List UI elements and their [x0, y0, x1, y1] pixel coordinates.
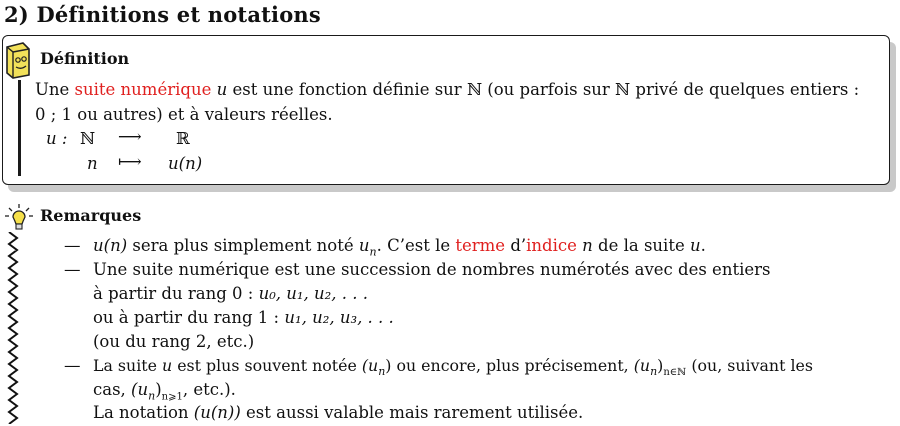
- section-title: 2) Définitions et notations: [4, 2, 321, 27]
- mapping-arrow: ⟶: [118, 127, 142, 146]
- remark-3-line-3: La notation (u(n)) est aussi valable mais rarement utilisée.: [93, 403, 584, 422]
- remark-3-line-2: cas, $(u_n)_{n⩾1}$, etc.).: [93, 380, 236, 403]
- definition-rule: [18, 80, 21, 176]
- lightbulb-icon: [4, 203, 34, 233]
- remark-2-dash: —: [64, 260, 81, 279]
- remark-1-text: u(n) sera plus simplement noté $u_n$. C’est le terme d’indice n de la suite u.: [93, 236, 706, 259]
- mapping-image: u(n): [168, 154, 203, 173]
- mapping-codomain: ℝ: [176, 129, 190, 148]
- remarks-zigzag-rule: [6, 232, 20, 424]
- mapping-variable: n: [87, 154, 98, 173]
- remark-1-dash: —: [64, 236, 81, 255]
- definition-label: Définition: [40, 49, 130, 68]
- remark-2-line-1: Une suite numérique est une succession de nombres numérotés avec des entiers: [93, 260, 771, 279]
- remark-3-line-1: La suite u est plus souvent notée $(u_n)$ ou encore, plus précisement, $(u_n)_{n\in ℕ}$ (ou, suivant les: [93, 356, 813, 379]
- definition-line-2: 0 ; 1 ou autres) et à valeurs réelles.: [35, 105, 333, 124]
- definition-line-1: Une suite numérique u est une fonction définie sur ℕ (ou parfois sur ℕ privé de quelques entiers :: [35, 80, 860, 99]
- mapping-name: u :: [46, 129, 68, 148]
- remark-2-line-4: (ou du rang 2, etc.): [93, 332, 255, 351]
- remark-2-line-2: à partir du rang 0 : u₀, u₁, u₂, . . .: [93, 284, 368, 303]
- remark-2-line-3: ou à partir du rang 1 : u₁, u₂, u₃, . . .: [93, 308, 394, 327]
- mapping-domain: ℕ: [80, 129, 96, 148]
- remarks-label: Remarques: [40, 206, 142, 225]
- mapping-maps-to-arrow: ⟼: [118, 152, 142, 171]
- remark-3-dash: —: [64, 356, 81, 375]
- book-icon: [3, 41, 33, 79]
